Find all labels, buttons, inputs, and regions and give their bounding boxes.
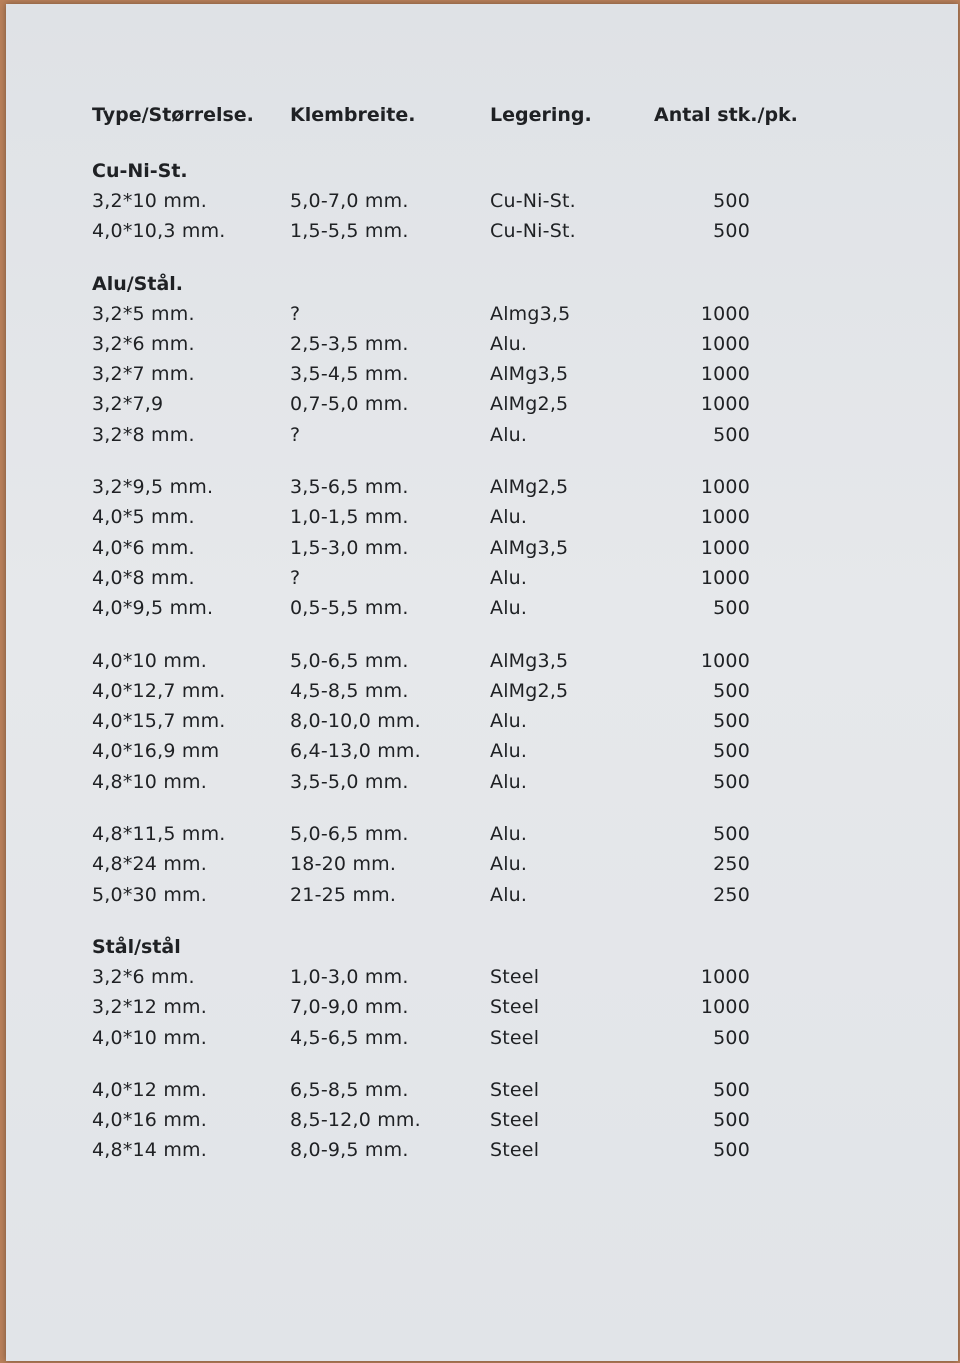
table-row xyxy=(92,563,852,593)
cell-qty: 500 xyxy=(713,1026,750,1049)
cell-type: 4,0*16,9 mm xyxy=(92,740,220,763)
cell-alloy: Steel xyxy=(490,996,540,1019)
table-row xyxy=(92,849,852,879)
cell-alloy: Alu. xyxy=(490,740,528,763)
cell-qty: 1000 xyxy=(700,965,750,988)
table-row xyxy=(92,1135,852,1165)
cell-qty: 1000 xyxy=(700,393,750,416)
cell-alloy: Almg3,5 xyxy=(490,302,571,325)
table-row xyxy=(92,1105,852,1135)
table-row xyxy=(92,420,852,450)
cell-alloy: Alu. xyxy=(490,823,528,846)
cell-type: 4,0*5 mm. xyxy=(92,506,195,529)
cell-alloy: Steel xyxy=(490,1026,540,1049)
cell-type: 3,2*7,9 xyxy=(92,393,164,416)
cell-qty: 1000 xyxy=(700,566,750,589)
cell-alloy: Steel xyxy=(490,1078,540,1101)
cell-width: 7,0-9,0 mm. xyxy=(290,996,409,1019)
header-type: Type/Størrelse. xyxy=(92,104,254,126)
cell-type: 4,0*10 mm. xyxy=(92,649,207,672)
table-row xyxy=(92,1023,852,1053)
cell-alloy: AlMg3,5 xyxy=(490,649,569,672)
table-row xyxy=(92,819,852,849)
cell-type: 4,0*10 mm. xyxy=(92,1026,207,1049)
cell-width: 18-20 mm. xyxy=(290,853,397,876)
section-title: Stål/stål xyxy=(92,935,181,958)
cell-alloy: Alu. xyxy=(490,770,528,793)
cell-type: 3,2*8 mm. xyxy=(92,423,195,446)
table-section xyxy=(92,156,852,247)
table-row xyxy=(92,736,852,766)
cell-width: 1,5-5,5 mm. xyxy=(290,220,409,243)
cell-qty: 1000 xyxy=(700,506,750,529)
cell-width: 8,0-10,0 mm. xyxy=(290,710,421,733)
cell-width: 3,5-4,5 mm. xyxy=(290,363,409,386)
cell-qty: 500 xyxy=(713,220,750,243)
cell-width: 5,0-7,0 mm. xyxy=(290,190,409,212)
cell-alloy: Alu. xyxy=(490,332,528,355)
cell-qty: 500 xyxy=(713,1109,750,1132)
cell-width: ? xyxy=(290,423,301,446)
cell-alloy: Alu. xyxy=(490,883,528,906)
cell-width: 2,5-3,5 mm. xyxy=(290,332,409,355)
cell-alloy: Alu. xyxy=(490,597,528,620)
cell-qty: 500 xyxy=(713,710,750,733)
cell-qty: 1000 xyxy=(700,536,750,559)
table-row xyxy=(92,706,852,736)
cell-width: 6,5-8,5 mm. xyxy=(290,1078,409,1101)
cell-width: 1,0-3,0 mm. xyxy=(290,965,409,988)
cell-qty: 500 xyxy=(713,679,750,702)
table-row xyxy=(92,767,852,797)
table-header xyxy=(92,96,852,134)
cell-type: 4,0*16 mm. xyxy=(92,1109,207,1132)
cell-alloy: Alu. xyxy=(490,566,528,589)
cell-qty: 500 xyxy=(713,740,750,763)
cell-alloy: Alu. xyxy=(490,853,528,876)
table-row xyxy=(92,216,852,246)
cell-type: 4,0*12,7 mm. xyxy=(92,679,226,702)
cell-width: 3,5-6,5 mm. xyxy=(290,476,409,499)
cell-width: 8,5-12,0 mm. xyxy=(290,1109,421,1132)
cell-type: 3,2*5 mm. xyxy=(92,302,195,325)
cell-alloy: AlMg3,5 xyxy=(490,536,569,559)
cell-type: 4,8*10 mm. xyxy=(92,770,207,793)
cell-qty: 1000 xyxy=(700,363,750,386)
cell-alloy: AlMg3,5 xyxy=(490,363,569,386)
cell-qty: 500 xyxy=(713,190,750,212)
cell-type: 4,8*14 mm. xyxy=(92,1139,207,1162)
cell-qty: 1000 xyxy=(700,649,750,672)
cell-width: 0,7-5,0 mm. xyxy=(290,393,409,416)
cell-qty: 500 xyxy=(713,1078,750,1101)
cell-type: 3,2*12 mm. xyxy=(92,996,207,1019)
cell-type: 4,0*10,3 mm. xyxy=(92,220,226,243)
cell-qty: 500 xyxy=(713,770,750,793)
cell-qty: 500 xyxy=(713,423,750,446)
cell-width: 5,0-6,5 mm. xyxy=(290,823,409,846)
cell-qty: 250 xyxy=(713,853,750,876)
table-row xyxy=(92,502,852,532)
cell-type: 3,2*7 mm. xyxy=(92,363,195,386)
cell-type: 3,2*10 mm. xyxy=(92,190,207,212)
cell-type: 4,0*15,7 mm. xyxy=(92,710,226,733)
cell-qty: 500 xyxy=(713,597,750,620)
paper-sheet xyxy=(6,4,958,1361)
cell-type: 4,8*24 mm. xyxy=(92,853,207,876)
table-row xyxy=(92,1075,852,1105)
cell-qty: 1000 xyxy=(700,302,750,325)
cell-width: 4,5-6,5 mm. xyxy=(290,1026,409,1049)
header-width: Klembreite. xyxy=(290,104,416,126)
table-row xyxy=(92,299,852,329)
cell-type: 4,0*8 mm. xyxy=(92,566,195,589)
cell-type: 4,0*9,5 mm. xyxy=(92,597,214,620)
table-section xyxy=(92,646,852,797)
cell-alloy: Steel xyxy=(490,1139,540,1162)
cell-alloy: AlMg2,5 xyxy=(490,679,569,702)
cell-type: 4,8*11,5 mm. xyxy=(92,823,226,846)
cell-width: ? xyxy=(290,566,301,589)
cell-width: 21-25 mm. xyxy=(290,883,397,906)
table-section xyxy=(92,472,852,623)
table-row xyxy=(92,389,852,419)
table-row xyxy=(92,992,852,1022)
cell-width: 1,5-3,0 mm. xyxy=(290,536,409,559)
table-row xyxy=(92,186,852,216)
cell-qty: 500 xyxy=(713,823,750,846)
cell-width: 3,5-5,0 mm. xyxy=(290,770,409,793)
rivet-table xyxy=(92,96,852,1166)
table-row xyxy=(92,593,852,623)
cell-qty: 250 xyxy=(713,883,750,906)
table-row xyxy=(92,880,852,910)
cell-type: 3,2*9,5 mm. xyxy=(92,476,214,499)
cell-width: 4,5-8,5 mm. xyxy=(290,679,409,702)
cell-alloy: Alu. xyxy=(490,710,528,733)
cell-qty: 500 xyxy=(713,1139,750,1162)
cell-alloy: Cu-Ni-St. xyxy=(490,190,576,212)
cell-qty: 1000 xyxy=(700,332,750,355)
cell-alloy: Steel xyxy=(490,965,540,988)
table-row xyxy=(92,359,852,389)
table-row xyxy=(92,646,852,676)
cell-width: 1,0-1,5 mm. xyxy=(290,506,409,529)
cell-type: 5,0*30 mm. xyxy=(92,883,207,906)
cell-width: 5,0-6,5 mm. xyxy=(290,649,409,672)
cell-type: 4,0*12 mm. xyxy=(92,1078,207,1101)
cell-alloy: Alu. xyxy=(490,423,528,446)
cell-alloy: Alu. xyxy=(490,506,528,529)
section-title: Alu/Stål. xyxy=(92,272,184,295)
table-body xyxy=(92,156,852,1166)
cell-width: ? xyxy=(290,302,301,325)
header-qty: Antal stk./pk. xyxy=(654,104,798,126)
cell-alloy: Cu-Ni-St. xyxy=(490,220,576,243)
table-section xyxy=(92,1075,852,1166)
cell-width: 0,5-5,5 mm. xyxy=(290,597,409,620)
table-row xyxy=(92,676,852,706)
cell-alloy: AlMg2,5 xyxy=(490,393,569,416)
table-row xyxy=(92,472,852,502)
header-alloy: Legering. xyxy=(490,104,592,126)
cell-width: 8,0-9,5 mm. xyxy=(290,1139,409,1162)
cell-type: 3,2*6 mm. xyxy=(92,965,195,988)
table-row xyxy=(92,962,852,992)
cell-qty: 1000 xyxy=(700,996,750,1019)
table-row xyxy=(92,329,852,359)
cell-type: 4,0*6 mm. xyxy=(92,536,195,559)
table-section xyxy=(92,932,852,1053)
cell-alloy: Steel xyxy=(490,1109,540,1132)
cell-alloy: AlMg2,5 xyxy=(490,476,569,499)
cell-type: 3,2*6 mm. xyxy=(92,332,195,355)
cell-qty: 1000 xyxy=(700,476,750,499)
cell-width: 6,4-13,0 mm. xyxy=(290,740,421,763)
table-section xyxy=(92,269,852,450)
table-row xyxy=(92,533,852,563)
table-section xyxy=(92,819,852,910)
section-title: Cu-Ni-St. xyxy=(92,160,188,182)
